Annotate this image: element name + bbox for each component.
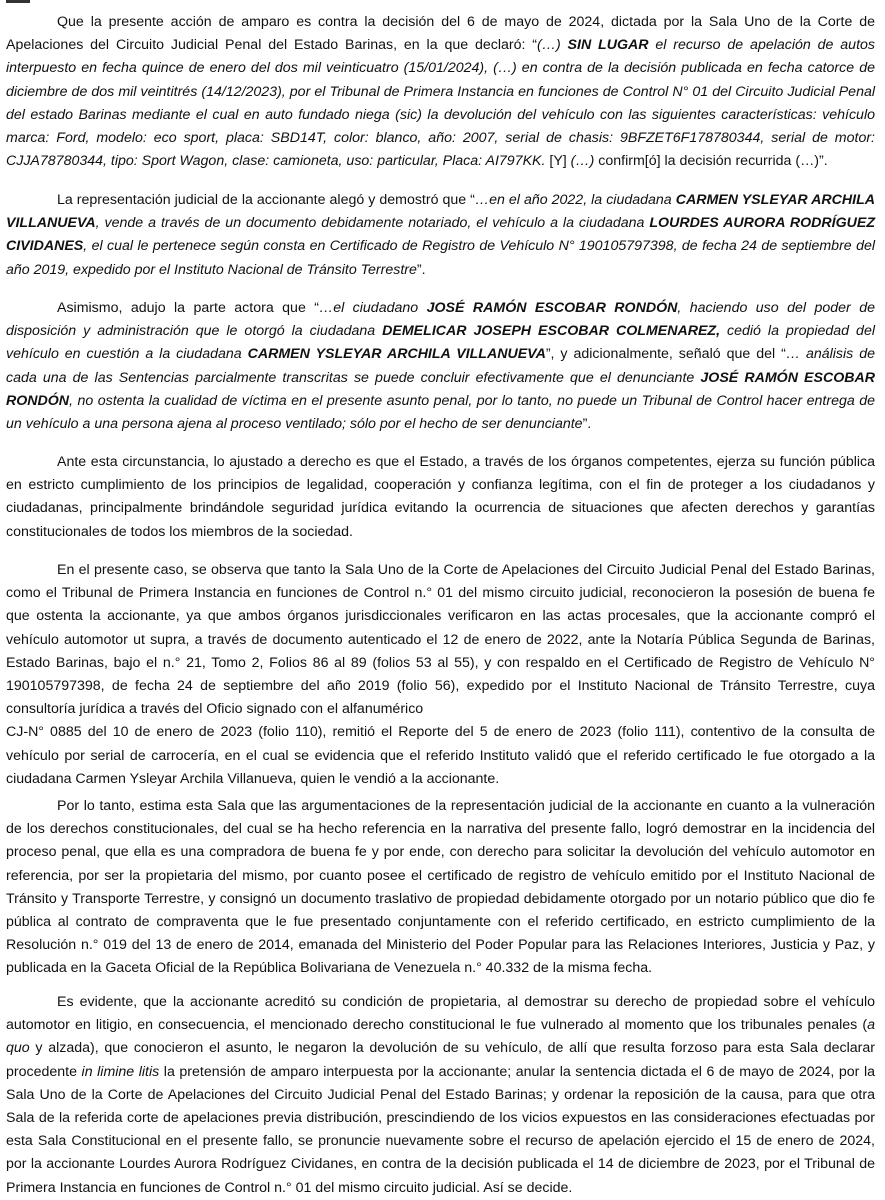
top-rule [6,0,30,3]
paragraph-1: Que la presente acción de amparo es contra la decisión del 6 de mayo de 2024, dictada por la Sala Uno de la Corte de Apelaciones del Circuito Judicial Penal del Estado Barinas, en la que declaró: “(…) SIN LUGAR el recurso de apelación de autos interpuesto en fecha quince de enero del dos mil veinticuatro (15/01/2024), (…) en contra de la decisión publicada en fecha catorce de diciembre de dos mil veintitrés (14/12/2023), por el Tribunal de Primera Instancia en funciones de Control N° 01 del Circuito Judicial Penal del estado Barinas mediante el cual en auto fundado niega (sic) la devolución del vehículo con las siguientes características: vehículo marca: Ford, modelo: eco sport, placa: SBD14T, color: blanco, año: 2007, serial de chasis: 9BFZET6F178780344, serial de motor: CJJA78780344, tipo: Sport Wagon, clase: camioneta, uso: particular, Placa: AI797KK. [Y] (…) confirm[ó] la decisión recurrida (…)”. [6,14,875,170]
paragraph-4: Ante esta circunstancia, lo ajustado a derecho es que el Estado, a través de los órganos competentes, ejerza su función pública en estricto cumplimiento de los principios de legalidad, cooperación y confianza legítima, con el fin de proteger a los ciudadanos y ciudadanas, principalmente brindándole seguridad jurídica evitando la ocurrencia de situaciones que afecten derechos y garantías constitucionales de todos los miembros de la sociedad. [6,454,875,540]
paragraph-7: Es evidente, que la accionante acreditó su condición de propietaria, al demostrar su derecho de propiedad sobre el vehículo automotor en litigio, en consecuencia, el mencionado derecho constitucional le fue vulnerado al momento que los tribunales penales (a quo y alzada), que conocieron el asunto, le negaron la devolución de su vehículo, de allí que resulta forzoso para esta Sala declarar procedente in limine litis la pretensión de amparo interpuesta por la accionante; anular la sentencia dictada el 6 de mayo de 2024, por la Sala Uno de la Corte de Apelaciones del Circuito Judicial Penal del Estado Barinas; y ordenar la reposición de la causa, para que otra Sala de la referida corte de apelaciones previa distribución, prescindiendo de los vicios expuestos en las consideraciones efectuadas por esta Sala Constitucional en el presente fallo, se pronuncie nuevamente sobre el recurso de apelación ejercido el 15 de enero de 2024, por la accionante Lourdes Aurora Rodríguez Cividanes, en contra de la decisión publicada el 14 de diciembre de 2023, por el Tribunal de Primera Instancia en funciones de Control n.° 01 del mismo circuito judicial. Así se decide. [6,994,875,1196]
paragraph-5-part-2: CJ-N° 0885 del 10 de enero de 2023 (folio 110), remitió el Reporte del 5 de enero de 2023 (folio 111), contentivo de la consulta de vehículo por serial de carrocería, en el cual se evidencia que el referido Instituto validó que el referido certificado le fue otorgado a la ciudadana Carmen Ysleyar Archila Villanueva, quien le vendió a la accionante. [6,724,875,787]
paragraph-2: La representación judicial de la accionante alegó y demostró que “…en el año 2022, la ciudadana CARMEN YSLEYAR ARCHILA VILLANUEVA, vende a través de un documento debidamente notariado, el vehículo a la ciudadana LOURDES AURORA RODRÍGUEZ CIVIDANES, el cual le pertenece según consta en Certificado de Registro de Vehículo N° 190105797398, de fecha 24 de septiembre del año 2019, expedido por el Instituto Nacional de Tránsito Terrestre”. [6,192,875,278]
paragraph-5 [6,559,875,791]
paragraph-3: Asimismo, adujo la parte actora que “…el ciudadano JOSÉ RAMÓN ESCOBAR RONDÓN, haciendo uso del poder de disposición y administración que le otorgó la ciudadana DEMELICAR JOSEPH ESCOBAR COLMENAREZ, cedió la propiedad del vehículo en cuestión a la ciudadana CARMEN YSLEYAR ARCHILA VILLANUEVA”, y adicionalmente, señaló que del “… análisis de cada una de las Sentencias parcialmente transcritas se puede concluir efectivamente que el denunciante JOSÉ RAMÓN ESCOBAR RONDÓN, no ostenta la cualidad de víctima en el presente asunto penal, por lo tanto, no puede un Tribunal de Control hacer entrega de un vehículo a una persona ajena al proceso ventilado; sólo por el hecho de ser denunciante”. [6,300,876,433]
paragraph-5-part-1: En el presente caso, se observa que tanto la Sala Uno de la Corte de Apelaciones del Circuito Judicial Penal del Estado Barinas, como el Tribunal de Primera Instancia en funciones de Control n.° 01 del mismo circuito judicial, reconocieron la posesión de buena fe que ostenta la accionante, ya que ambos órganos jurisdiccionales verificaron en las actas procesales, que la accionante compró el vehículo automotor ut supra, a través de documento autenticado el 12 de enero de 2022, ante la Notaría Pública Segunda de Barinas, Estado Barinas, bajo el n.° 21, Tomo 2, Folios 86 al 89 (folios 53 al 55), y con respaldo en el Certificado de Registro de Vehículo N° 190105797398, de fecha 24 de septiembre del año 2019 (folio 56), expedido por el Instituto Nacional de Tránsito Terrestre, cuya consultoría jurídica a través del Oficio signado con el alfanumérico [6,562,875,718]
paragraph-6: Por lo tanto, estima esta Sala que las argumentaciones de la representación judicial de la accionante en cuanto a la vulneración de los derechos constitucionales, del cual se ha hecho referencia en la narrativa del presente fallo, logró demostrar en la incidencia del proceso penal, que ella es una compradora de buena fe y por ende, con derecho para solicitar la devolución del vehículo automotor en referencia, por ser la propietaria del mismo, por cuanto posee el certificado de registro de vehículo emitido por el Instituto Nacional de Tránsito y Transporte Terrestre, y consignó un documento traslativo de propiedad debidamente otorgado por un notario público que dio fe pública al contrato de compraventa que le fue presentado conjuntamente con el referido certificado, en estricto cumplimiento de la Resolución n.° 019 del 13 de enero de 2014, emanada del Ministerio del Poder Popular para las Relaciones Interiores, Justicia y Paz, y publicada en la Gaceta Oficial de la República Bolivariana de Venezuela n.° 40.332 de la misma fecha. [6,798,875,977]
